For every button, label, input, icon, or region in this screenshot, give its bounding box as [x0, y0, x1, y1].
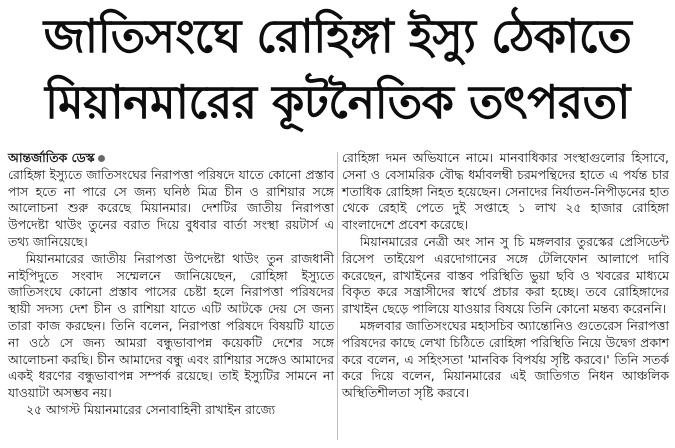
- paragraph-text: রোহিঙ্গা ইস্যুতে জাতিসংঘের নিরাপত্তা পরিষদে যাতে কোনো প্রস্তাব পাস হতে না পারে সে জন্য ঘনিষ্ঠ মিত্র চীন ও রাশিয়ার সঙ্গে আলোচনা শুরু করেছে মিয়ানমার। দেশটির জাতীয় নিরাপত্তা উপদেষ্টা থাউং তুনের বরাত দিয়ে বুধবার বার্তা সংস্থা রয়টার্স এ তথ্য জানিয়েছে।: [8, 166, 334, 249]
- article-column-right: [342, 150, 669, 402]
- article-paragraph: মিয়ানমারের জাতীয় নিরাপত্তা উপদেষ্টা থাউং তুন রাজধানী নাইপিদুতে সংবাদ সম্মেলনে জানিয়েছেন, রোহিঙ্গা ইস্যুতে জাতিসংঘে কোনো প্রস্তাব পাসের চেষ্টা হলে নিরাপত্তা পরিষদের স্থায়ী সদস্য দেশ চীন ও রাশিয়া যাতে এটি আটকে দেয় সে জন্য তারা কাজ করছেন। তিনি বলেন, নিরাপত্তা পরিষদে বিষয়টি যাতে না ওঠে সে জন্য আমরা বন্ধুভাবাপন্ন কয়েকটি দেশের সঙ্গে আলোচনা করছি। চীন আমাদের বন্ধু এবং রাশিয়ার সঙ্গেও আমাদের একই ধরণের বন্ধুভাবাপন্ন সম্পর্ক রয়েছে। তাই ইস্যুটির সামনে না যাওয়াটা অসম্ভব নয়।: [8, 250, 334, 401]
- article-paragraph: রোহিঙ্গা দমন অভিযানে নামে। মানবাধিকার সংস্থাগুলোর হিসাবে, সেনা ও বেসামরিক বৌদ্ধ ধর্মাবলম্বী চরমপন্থিদের হাতে এ পর্যন্ত চার শতাধিক রোহিঙ্গা নিহত হয়েছেন। সেনাদের নির্যাতন-নিপীড়নের হাত থেকে রেহাই পেতে দুই সপ্তাহে ১ লাখ ২৫ হাজার রোহিঙ্গা বাংলাদেশে প্রবেশ করেছে।: [342, 150, 669, 233]
- headline-line-1: জাতিসংঘে রোহিঙ্গা ইস্যু ঠেকাতে: [43, 9, 632, 63]
- dateline: আন্তর্জাতিক ডেস্ক: [8, 150, 105, 167]
- headline-line-2: মিয়ানমারের কূটনৈতিক তৎপরতা: [45, 75, 630, 129]
- article-paragraph: ২৫ আগস্ট মিয়ানমারের সেনাবাহিনী রাখাইন রাজ্যে: [26, 401, 276, 417]
- article-paragraph: মঙ্গলবার জাতিসংঘের মহাসচিব অ্যান্তোনিও গুতেরেস নিরাপত্তা পরিষদের কাছে লেখা চিঠিতে রোহিঙ্গা পরিস্থিতি নিয়ে উদ্বেগ প্রকাশ করে বলেন, এ সহিংসতা 'মানবিক বিপর্যয় সৃষ্টি করবে।' তিনি সতর্ক করে দিয়ে বলেন, মিয়ানমারের এই জাতিগত নিধন আঞ্চলিক অস্থিতিশীলতা সৃষ্টি করবে।: [342, 317, 669, 401]
- article-column-left: [8, 150, 334, 419]
- column-divider: [337, 152, 338, 440]
- bullet-dot-icon: [98, 155, 105, 162]
- article-paragraph: মিয়ানমারের নেত্রী অং সান সু চি মঙ্গলবার তুরস্কের প্রেসিডেন্ট রিসেপ তাইয়েপ এরদোগানের সঙ্গে টেলিফোন আলাপে দাবি করেছেন, রাখাইনের বাস্তব পরিস্থিতি ভুয়া ছবি ও খবরের মাধ্যমে বিকৃত করে সন্ত্রাসীদের স্বার্থে প্রচার করা হচ্ছে। তবে রোহিঙ্গাদের রাখাইন ছেড়ে পালিয়ে যাওয়ার বিষয়ে তিনি কোনো মন্তব্য করেননি।: [342, 233, 669, 317]
- article-paragraph: [8, 150, 334, 251]
